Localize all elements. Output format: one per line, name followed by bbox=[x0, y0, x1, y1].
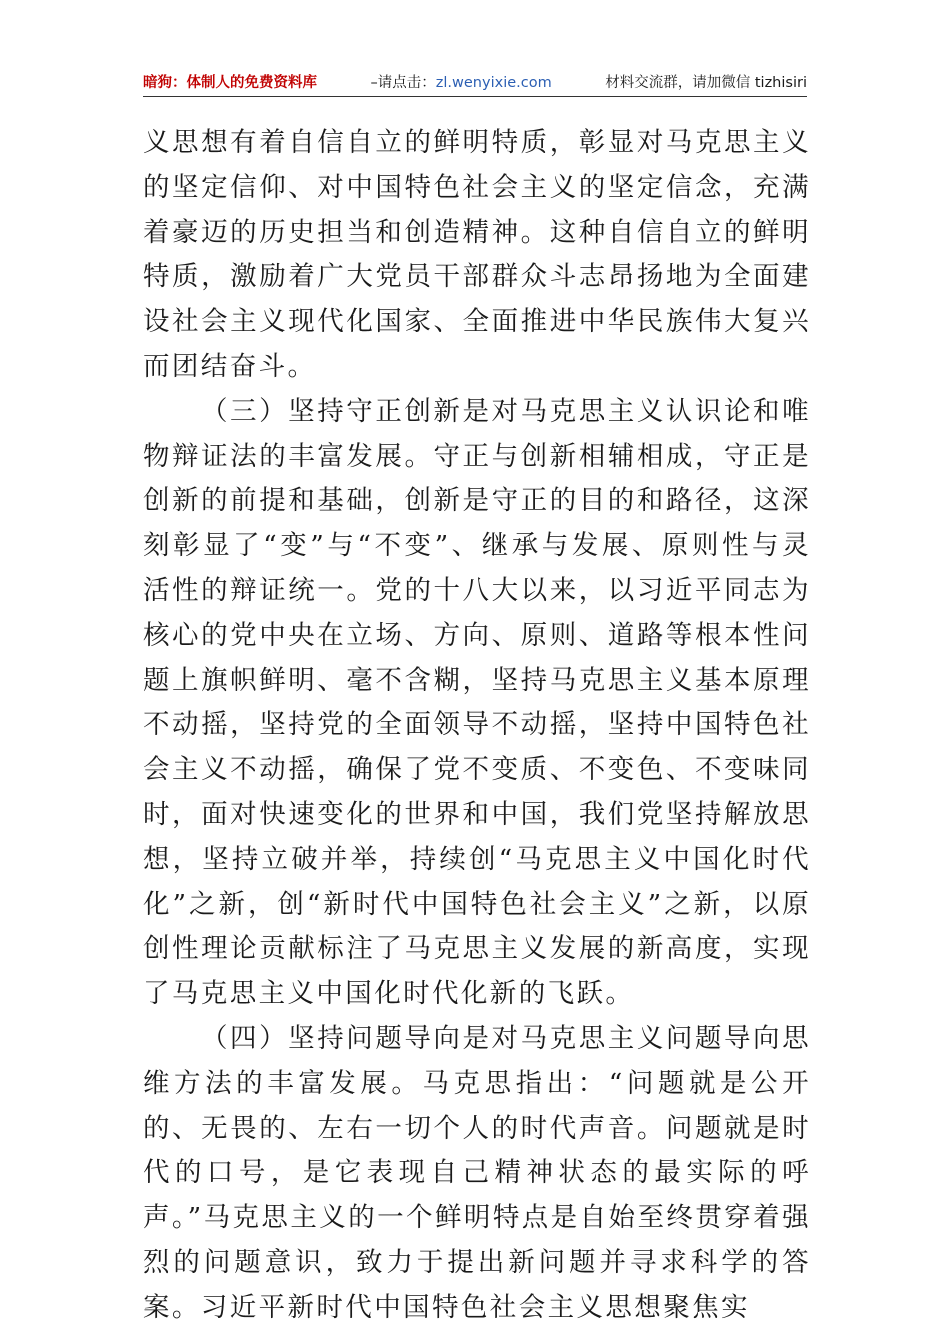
header-link-prefix: –请点击： bbox=[370, 74, 436, 91]
paragraph-continuation: 义思想有着自信自立的鲜明特质，彰显对马克思主义的坚定信仰、对中国特色社会主义的坚定信念，充满着豪迈的历史担当和创造精神。这种自信自立的鲜明特质，激励着广大党员干部群众斗志昂扬地为全面建设社会主义现代化国家、全面推进中华民族伟大复兴而团结奋斗。 bbox=[143, 127, 811, 382]
header-contact: 材料交流群，请加微信 tizhisiri bbox=[605, 74, 807, 91]
page-header bbox=[143, 68, 807, 94]
paragraph-section-4: （四）坚持问题导向是对马克思主义问题导向思维方法的丰富发展。马克思指出：“问题就是公开的、无畏的、左右一切个人的时代声音。问题就是时代的口号，是它表现自己精神状态的最实际的呼声。”马克思主义的一个鲜明特点是自始至终贯穿着强烈的问题意识，致力于提出新问题并寻求科学的答案。习近平新时代中国特色社会主义思想聚焦实 bbox=[143, 1022, 811, 1323]
document-body bbox=[143, 121, 811, 1331]
header-link-group bbox=[371, 71, 552, 92]
header-divider bbox=[143, 96, 807, 97]
header-link[interactable]: zl.wenyixie.com bbox=[435, 74, 552, 91]
header-site-name: 暗狗：体制人的免费资料库 bbox=[143, 74, 317, 91]
paragraph-section-3: （三）坚持守正创新是对马克思主义认识论和唯物辩证法的丰富发展。守正与创新相辅相成，守正是创新的前提和基础，创新是守正的目的和路径，这深刻彰显了“变”与“不变”、继承与发展、原则性与灵活性的辩证统一。党的十八大以来，以习近平同志为核心的党中央在立场、方向、原则、道路等根本性问题上旗帜鲜明、毫不含糊，坚持马克思主义基本原理不动摇，坚持党的全面领导不动摇，坚持中国特色社会主义不动摇，确保了党不变质、不变色、不变味同时，面对快速变化的世界和中国，我们党坚持解放思想，坚持立破并举，持续创“马克思主义中国化时代化”之新，创“新时代中国特色社会主义”之新，以原创性理论贡献标注了马克思主义发展的新高度，实现了马克思主义中国化时代化新的飞跃。 bbox=[143, 395, 811, 1010]
